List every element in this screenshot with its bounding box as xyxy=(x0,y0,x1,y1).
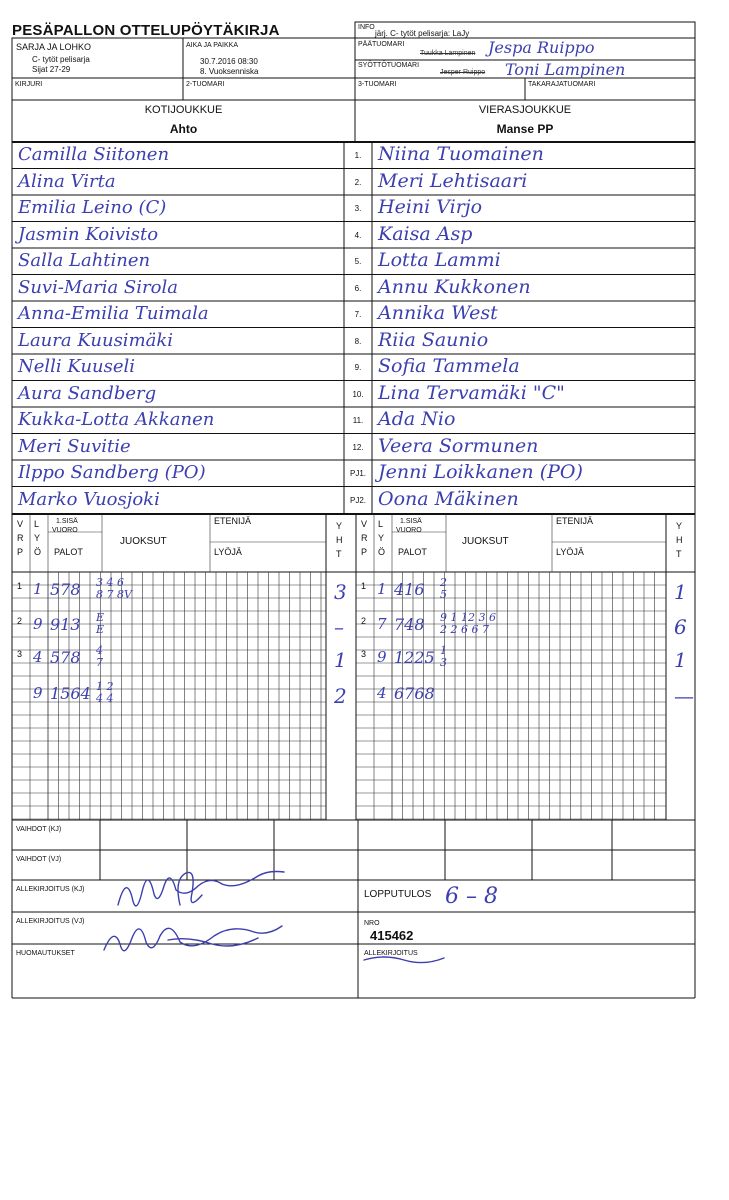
home-team-name: Ahto xyxy=(169,122,198,136)
col-etenija: ETENIJÄ xyxy=(556,516,594,526)
aika-label: AIKA JA PAIKKA xyxy=(186,42,239,49)
paatuomari-struck: Tuukka Lampinen xyxy=(420,50,476,57)
inning-palot: 913 xyxy=(50,615,81,634)
roster-away-player: Annika West xyxy=(378,302,498,324)
paatuomari-label: PÄÄTUOMARI xyxy=(358,41,405,48)
col-l: L xyxy=(34,519,40,529)
vaihdot-vj-label: VAIHDOT (VJ) xyxy=(16,856,62,863)
allekirjoitus-label: ALLEKIRJOITUS xyxy=(364,950,418,957)
info-label: INFO xyxy=(358,24,375,31)
col-sisa-vuoro: 1.SISÄ xyxy=(56,518,78,525)
inning-palot: 1225 xyxy=(394,648,435,667)
col-o: Ö xyxy=(34,547,42,557)
col-r: R xyxy=(361,533,368,543)
roster-number: 1. xyxy=(354,151,362,160)
inning-total: — xyxy=(674,684,694,708)
roster-number: PJ2. xyxy=(349,495,366,505)
lopputulos-value: 6 – 8 xyxy=(445,884,498,909)
roster-away-player: Heini Virjo xyxy=(378,196,483,218)
roster-number: 5. xyxy=(354,257,362,266)
col-p: P xyxy=(361,547,368,557)
roster-number: 2. xyxy=(354,177,362,187)
col-y: Y xyxy=(378,533,385,543)
inning-juoksut-top: E xyxy=(96,611,105,624)
inning-lyoja: 7 xyxy=(377,615,387,633)
col-yht-h: H xyxy=(336,535,343,545)
col-v: V xyxy=(17,519,24,529)
roster-home-player: Marko Vuosjoki xyxy=(18,488,160,510)
col-palot: PALOT xyxy=(398,547,427,557)
roster-number: 11. xyxy=(352,416,364,425)
inning-lyoja: 9 xyxy=(33,615,43,633)
inning-juoksut-bottom: 5 xyxy=(440,588,447,601)
sarja-value-2: Sijat 27-29 xyxy=(32,65,71,74)
inning-lyoja: 4 xyxy=(377,684,387,702)
col-yht-t: T xyxy=(336,549,342,559)
col-etenija: ETENIJÄ xyxy=(214,516,252,526)
inning-lyoja: 1 xyxy=(377,580,387,598)
inning-lyoja: 4 xyxy=(33,648,43,666)
nro-value: 415462 xyxy=(370,928,414,943)
roster-number: 3. xyxy=(354,204,362,213)
aika-value-2: 8. Vuoksenniska xyxy=(200,67,259,76)
col-o: Ö xyxy=(378,547,386,557)
inning-number: 1 xyxy=(361,581,367,591)
col-lyoja: LYÖJÄ xyxy=(556,547,584,557)
takaraja-label: TAKARAJATUOMARI xyxy=(528,81,596,88)
inning-total: 1 xyxy=(674,580,687,604)
page-title: PESÄPALLON OTTELUPÖYTÄKIRJA xyxy=(12,22,280,39)
inning-juoksut-bottom: 7 xyxy=(96,656,103,669)
roster-home-player: Camilla Siitonen xyxy=(18,144,170,165)
roster-number: 4. xyxy=(354,230,362,240)
away-team-label: VIERASJOUKKUE xyxy=(478,104,572,116)
col-p: P xyxy=(17,547,24,557)
col-sisa-vuoro-2: VUORO xyxy=(396,527,422,534)
vaihdot-kj-label: VAIHDOT (KJ) xyxy=(16,826,62,833)
inning-palot: 1564 xyxy=(50,684,91,703)
syottotuomari-struck: Jesper Ruippo xyxy=(440,69,486,76)
roster-away-player: Oona Mäkinen xyxy=(378,487,519,510)
inning-number: 1 xyxy=(17,581,23,591)
roster-away-player: Veera Sormunen xyxy=(378,434,539,457)
roster-away-player: Lina Tervamäki "C" xyxy=(378,381,565,404)
roster-number: 12. xyxy=(352,442,364,452)
kirjuri-label: KIRJURI xyxy=(15,81,43,88)
col-yht-y: Y xyxy=(676,521,683,531)
roster-home-player: Anna-Emilia Tuimala xyxy=(18,303,209,324)
allekirjoitus-kj-label: ALLEKIRJOITUS (KJ) xyxy=(16,886,85,893)
inning-juoksut-bottom: 4 4 xyxy=(96,692,114,705)
tuomari3-label: 3-TUOMARI xyxy=(358,81,397,88)
inning-juoksut-top: 3 4 6 xyxy=(96,576,124,589)
roster-number: 8. xyxy=(354,336,362,346)
inning-total: 1 xyxy=(674,648,687,672)
roster-number: 6. xyxy=(354,283,362,293)
inning-lyoja: 9 xyxy=(33,684,43,702)
inning-palot: 578 xyxy=(50,648,81,667)
inning-juoksut-bottom: 3 xyxy=(440,656,447,669)
inning-total: 2 xyxy=(334,684,347,708)
roster-home-player: Jasmin Koivisto xyxy=(18,223,159,245)
col-yht-y: Y xyxy=(336,521,343,531)
inning-lyoja: 1 xyxy=(33,580,43,598)
roster-away-player: Jenni Loikkanen (PO) xyxy=(378,461,583,483)
col-l: L xyxy=(378,519,384,529)
inning-juoksut-top: 9 1 12 3 6 xyxy=(440,611,496,624)
col-juoksut: JUOKSUT xyxy=(120,536,167,547)
sarja-value-1: C- tytöt pelisarja xyxy=(32,55,90,64)
col-r: R xyxy=(17,533,24,543)
col-palot: PALOT xyxy=(54,547,83,557)
roster-away-player: Annu Kukkonen xyxy=(378,275,531,298)
col-sisa-vuoro: 1.SISÄ xyxy=(400,518,422,525)
inning-juoksut-bottom: E xyxy=(96,623,105,636)
syottotuomari-label: SYÖTTÖTUOMARI xyxy=(358,62,420,69)
inning-number: 3 xyxy=(361,649,367,659)
roster-home-player: Kukka-Lotta Akkanen xyxy=(18,409,215,430)
inning-juoksut-bottom: 2 2 6 6 7 xyxy=(440,623,489,636)
roster-home-player: Nelli Kuuseli xyxy=(18,356,136,377)
roster-away-player: Niina Tuomainen xyxy=(378,143,544,165)
inning-juoksut-top: 4 xyxy=(96,644,103,657)
roster-away-player: Sofia Tammela xyxy=(378,355,520,377)
roster-away-player: Riia Saunio xyxy=(378,328,489,351)
col-y: Y xyxy=(34,533,41,543)
col-yht-h: H xyxy=(676,535,683,545)
inning-total: 6 xyxy=(674,615,687,639)
paatuomari-handwritten: Jespa Ruippo xyxy=(488,38,595,57)
roster-away-player: Meri Lehtisaari xyxy=(378,169,528,192)
col-v: V xyxy=(361,519,368,529)
inning-total: 1 xyxy=(334,648,347,672)
inning-juoksut-bottom: 8 7 8V xyxy=(96,588,132,601)
col-lyoja: LYÖJÄ xyxy=(214,547,242,557)
col-yht-t: T xyxy=(676,549,682,559)
inning-palot: 416 xyxy=(394,580,425,599)
roster-home-player: Salla Lahtinen xyxy=(18,250,151,271)
lopputulos-label: LOPPUTULOS xyxy=(364,889,432,900)
syottotuomari-handwritten: Toni Lampinen xyxy=(505,60,626,79)
inning-total: – xyxy=(334,615,344,639)
info-value: järj. C- tytöt pelisarja: LaJy xyxy=(375,29,470,38)
huomautukset-label: HUOMAUTUKSET xyxy=(16,950,75,957)
col-juoksut: JUOKSUT xyxy=(462,536,509,547)
inning-palot: 578 xyxy=(50,580,81,599)
roster-home-player: Laura Kuusimäki xyxy=(18,329,174,351)
roster-away-player: Lotta Lammi xyxy=(378,249,501,271)
roster-home-player: Alina Virta xyxy=(18,170,116,192)
nro-label: NRO xyxy=(364,920,380,927)
roster-number: 10. xyxy=(352,389,364,399)
allekirjoitus-vj-label: ALLEKIRJOITUS (VJ) xyxy=(16,918,85,925)
inning-number: 2 xyxy=(17,616,23,626)
roster-number: PJ1. xyxy=(349,469,366,478)
away-team-name: Manse PP xyxy=(496,122,554,136)
inning-total: 3 xyxy=(334,580,347,604)
roster-home-player: Meri Suvitie xyxy=(18,435,131,457)
inning-juoksut-top: 2 xyxy=(440,576,447,589)
inning-palot: 748 xyxy=(394,615,425,634)
roster-number: 7. xyxy=(354,310,362,319)
roster-home-player: Aura Sandberg xyxy=(18,382,157,404)
roster-away-player: Ada Nio xyxy=(378,408,456,430)
inning-number: 3 xyxy=(17,649,23,659)
tuomari2-label: 2-TUOMARI xyxy=(186,81,225,88)
inning-juoksut-top: 1 xyxy=(440,644,447,657)
inning-juoksut-top: 1 2 xyxy=(96,680,114,693)
col-sisa-vuoro-2: VUORO xyxy=(52,527,78,534)
roster-home-player: Emilia Leino (C) xyxy=(18,197,167,218)
home-team-label: KOTIJOUKKUE xyxy=(144,104,223,116)
sarja-label: SARJA JA LOHKO xyxy=(16,42,92,52)
roster-home-player: Suvi-Maria Sirola xyxy=(18,276,178,298)
inning-palot: 6768 xyxy=(394,684,435,703)
roster-home-player: Ilppo Sandberg (PO) xyxy=(18,462,206,483)
inning-lyoja: 9 xyxy=(377,648,387,666)
roster-away-player: Kaisa Asp xyxy=(378,222,473,245)
roster-number: 9. xyxy=(354,363,362,372)
aika-value-1: 30.7.2016 08:30 xyxy=(200,57,258,66)
inning-number: 2 xyxy=(361,616,367,626)
